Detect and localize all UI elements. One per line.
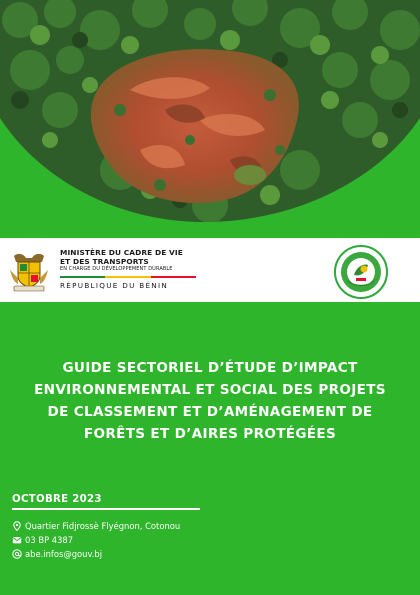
date-divider <box>12 508 200 510</box>
mailbox-icon <box>12 535 22 545</box>
benin-coat-of-arms-icon <box>6 248 52 294</box>
title-line: FORÊTS ET D’AIRES PROTÉGÉES <box>83 426 337 442</box>
document-title <box>20 357 400 445</box>
address-line <box>12 521 180 531</box>
publication-date: OCTOBRE 2023 <box>12 494 102 505</box>
benin-flag-bar <box>60 276 196 278</box>
title-line: GUIDE SECTORIEL D’ÉTUDE D’IMPACT <box>62 360 358 376</box>
po-box-line <box>12 535 73 545</box>
title-line: ENVIRONNEMENTAL ET SOCIAL DES PROJETS <box>34 382 386 398</box>
ministry-block <box>60 248 210 290</box>
title-line: DE CLASSEMENT ET D’AMÉNAGEMENT DE <box>47 404 373 420</box>
ministry-name-line2: ET DES TRANSPORTS <box>60 257 149 266</box>
email-icon <box>12 549 22 559</box>
ministry-name-line1: MINISTÈRE DU CADRE DE VIE <box>60 248 183 257</box>
agency-seal-logo <box>334 245 388 299</box>
email-line[interactable] <box>12 549 102 559</box>
email-link[interactable]: abe.infos@gouv.bj <box>25 549 103 559</box>
republic-label: RÉPUBLIQUE DU BÉNIN <box>60 281 169 290</box>
ministry-subtitle: EN CHARGE DU DÉVELOPPEMENT DURABLE <box>60 266 173 272</box>
location-pin-icon <box>12 521 22 531</box>
hero-photo-forest-clearing <box>0 0 420 236</box>
address-text: Quartier Fidjrossè Flyégnon, Cotonou <box>25 521 181 531</box>
po-box-text: 03 BP 4387 <box>25 535 74 545</box>
